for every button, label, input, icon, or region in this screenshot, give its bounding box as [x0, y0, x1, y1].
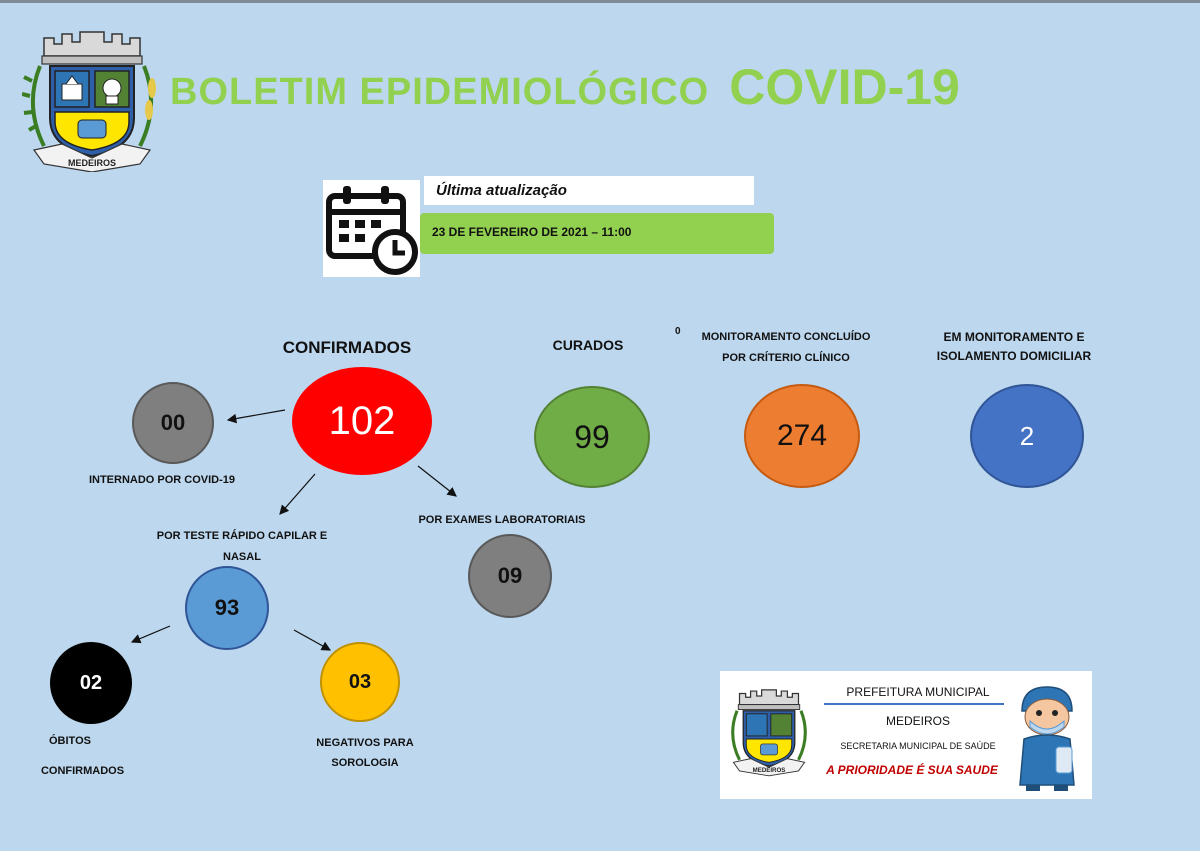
- negative-value: 03: [348, 670, 372, 693]
- clinical-value: 274: [776, 419, 828, 452]
- last-update-value: 23 DE FEVEREIRO DE 2021 – 11:00: [420, 213, 774, 254]
- hospitalized-value: 00: [160, 410, 186, 435]
- footer-line3: SECRETARIA MUNICIPAL DE SAÚDE: [840, 741, 996, 751]
- deaths-circle: [50, 642, 132, 724]
- lab-exams-label: POR EXAMES LABORATORIAIS: [418, 514, 586, 526]
- deaths-label-line2: CONFIRMADOS: [40, 765, 125, 777]
- negative-label-line2: SOROLOGIA: [331, 757, 399, 769]
- deaths-value: 02: [79, 671, 103, 694]
- arrow-to-negative: [294, 630, 330, 650]
- clinical-prefix: 0: [675, 326, 681, 337]
- rapid-test-label: POR TESTE RÁPIDO CAPILAR E NASAL: [156, 530, 328, 563]
- title-main: BOLETIM EPIDEMIOLÓGICO: [170, 71, 710, 113]
- confirmed-value: 102: [328, 398, 396, 443]
- last-update-label: Última atualização: [424, 176, 754, 205]
- footer-line1: PREFEITURA MUNICIPAL: [846, 685, 990, 699]
- monitoring-label-line2: ISOLAMENTO DOMICILIAR: [936, 349, 1092, 363]
- deaths-label-line1: ÓBITOS: [49, 735, 91, 747]
- monitoring-value: 2: [1019, 420, 1035, 451]
- footer-line2: MEDEIROS: [885, 714, 950, 728]
- rapid-test-circle: [185, 566, 269, 650]
- hospitalized-circle: [132, 382, 214, 464]
- monitoring-label-line1: EM MONITORAMENTO E: [943, 330, 1085, 344]
- negative-circle: [320, 642, 400, 722]
- lab-exams-value: 09: [497, 563, 523, 588]
- hospitalized-label: INTERNADO POR COVID-19: [88, 474, 236, 486]
- clinical-label-line1: MONITORAMENTO CONCLUÍDO: [701, 331, 871, 343]
- footer-crest-logo: [726, 679, 812, 783]
- title-disease: COVID-19: [729, 59, 960, 115]
- cured-circle: [534, 386, 650, 488]
- confirmed-circle: [292, 367, 432, 475]
- footer-divider: [824, 703, 1004, 705]
- health-department-card: [720, 671, 1092, 799]
- lab-exams-circle: [468, 534, 552, 618]
- negative-label-line1: NEGATIVOS PARA: [316, 737, 414, 749]
- arrow-to-hospitalized: [228, 410, 285, 420]
- arrow-to-deaths: [132, 626, 170, 642]
- rapid-test-value: 93: [214, 595, 240, 620]
- footer-crest-ribbon-label: MEDEIROS: [752, 767, 786, 775]
- monitoring-circle: [970, 384, 1084, 488]
- clinical-circle: [744, 384, 860, 488]
- arrow-to-lab-exams: [418, 466, 456, 496]
- cured-label: CURADOS: [552, 337, 624, 353]
- clinical-label-line2: POR CRÍTERIO CLÍNICO: [722, 352, 850, 364]
- health-worker-mascot-icon: [1012, 681, 1082, 793]
- confirmed-label: CONFIRMADOS: [282, 338, 412, 357]
- cured-value: 99: [574, 418, 610, 455]
- arrow-to-rapid-test: [280, 474, 315, 514]
- crest-ribbon-label: MEDEIROS: [67, 158, 117, 168]
- footer-slogan: A PRIORIDADE É SUA SAUDE: [826, 763, 998, 777]
